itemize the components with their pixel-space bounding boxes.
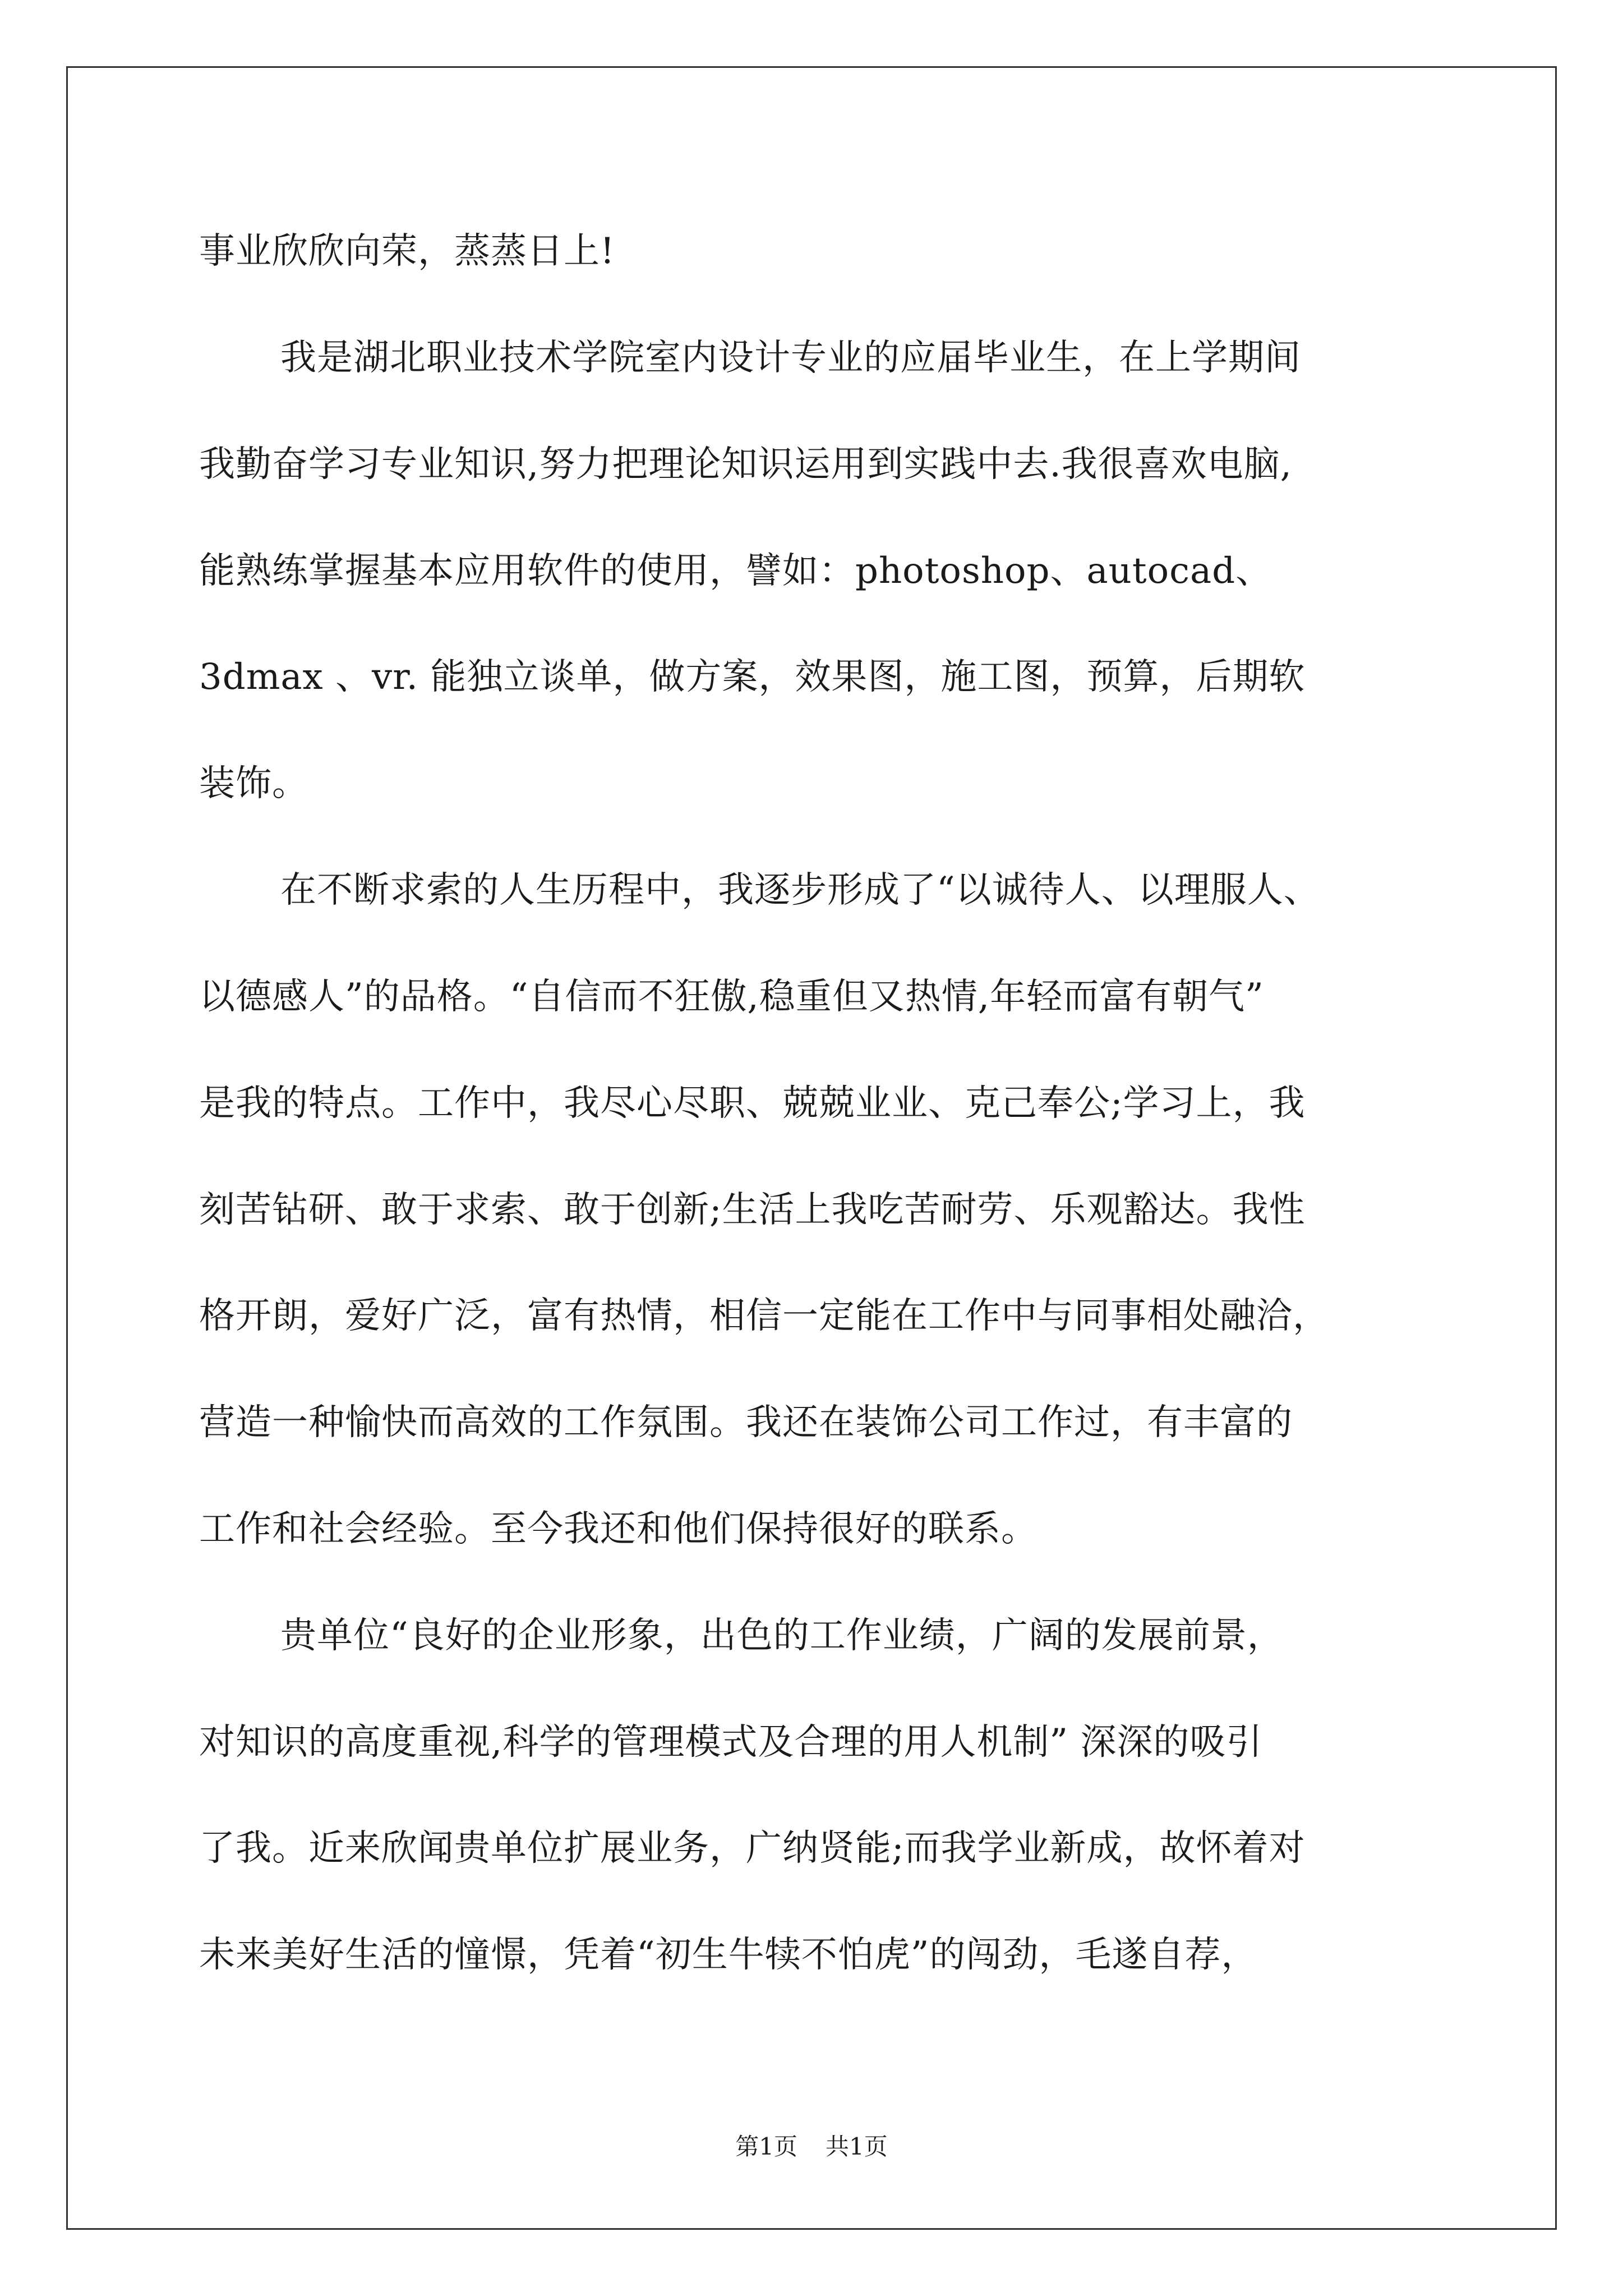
page-number: 第1页	[735, 2133, 797, 2160]
text-line: 未来美好生活的憧憬，凭着“初生牛犊不怕虎”的闯劲，毛遂自荐，	[199, 1934, 1258, 1976]
text-line: 刻苦钻研、敢于求索、敢于创新;生活上我吃苦耐劳、乐观豁达。我性	[199, 1189, 1306, 1231]
text-line: 我勤奋学习专业知识,努力把理论知识运用到实践中去.我很喜欢电脑,	[199, 444, 1293, 485]
text-line: 以德感人”的品格。“自信而不狂傲,稳重但又热情,年轻而富有朝气”	[199, 976, 1264, 1018]
text-line: 3dmax 、vr. 能独立谈单，做方案，效果图，施工图，预算，后期软	[199, 656, 1306, 698]
text-line: 我是湖北职业技术学院室内设计专业的应届毕业生，在上学期间	[280, 337, 1301, 379]
page-footer	[0, 2135, 1623, 2159]
text-line: 是我的特点。工作中，我尽心尽职、兢兢业业、克己奉公;学习上，我	[199, 1083, 1306, 1124]
text-line: 贵单位“良好的企业形象，出色的工作业绩，广阔的发展前景，	[280, 1615, 1284, 1657]
page-border	[66, 66, 1557, 2230]
page-total: 共1页	[826, 2133, 888, 2160]
text-line: 事业欣欣向荣，蒸蒸日上!	[199, 231, 615, 272]
text-line: 能熟练掌握基本应用软件的使用，譬如：photoshop、autocad、	[199, 550, 1272, 592]
text-line: 格开朗，爱好广泛，富有热情，相信一定能在工作中与同事相处融洽，	[199, 1295, 1329, 1337]
text-line: 对知识的高度重视,科学的管理模式及合理的用人机制” 深深的吸引	[199, 1722, 1263, 1763]
text-line: 工作和社会经验。至今我还和他们保持很好的联系。	[199, 1508, 1038, 1550]
text-line: 营造一种愉快而高效的工作氛围。我还在装饰公司工作过，有丰富的	[199, 1402, 1293, 1443]
text-line: 装饰。	[199, 763, 308, 804]
text-line: 在不断求索的人生历程中，我逐步形成了“以诚待人、以理服人、	[280, 869, 1320, 911]
text-line: 了我。近来欣闻贵单位扩展业务，广纳贤能;而我学业新成，故怀着对	[199, 1828, 1306, 1869]
